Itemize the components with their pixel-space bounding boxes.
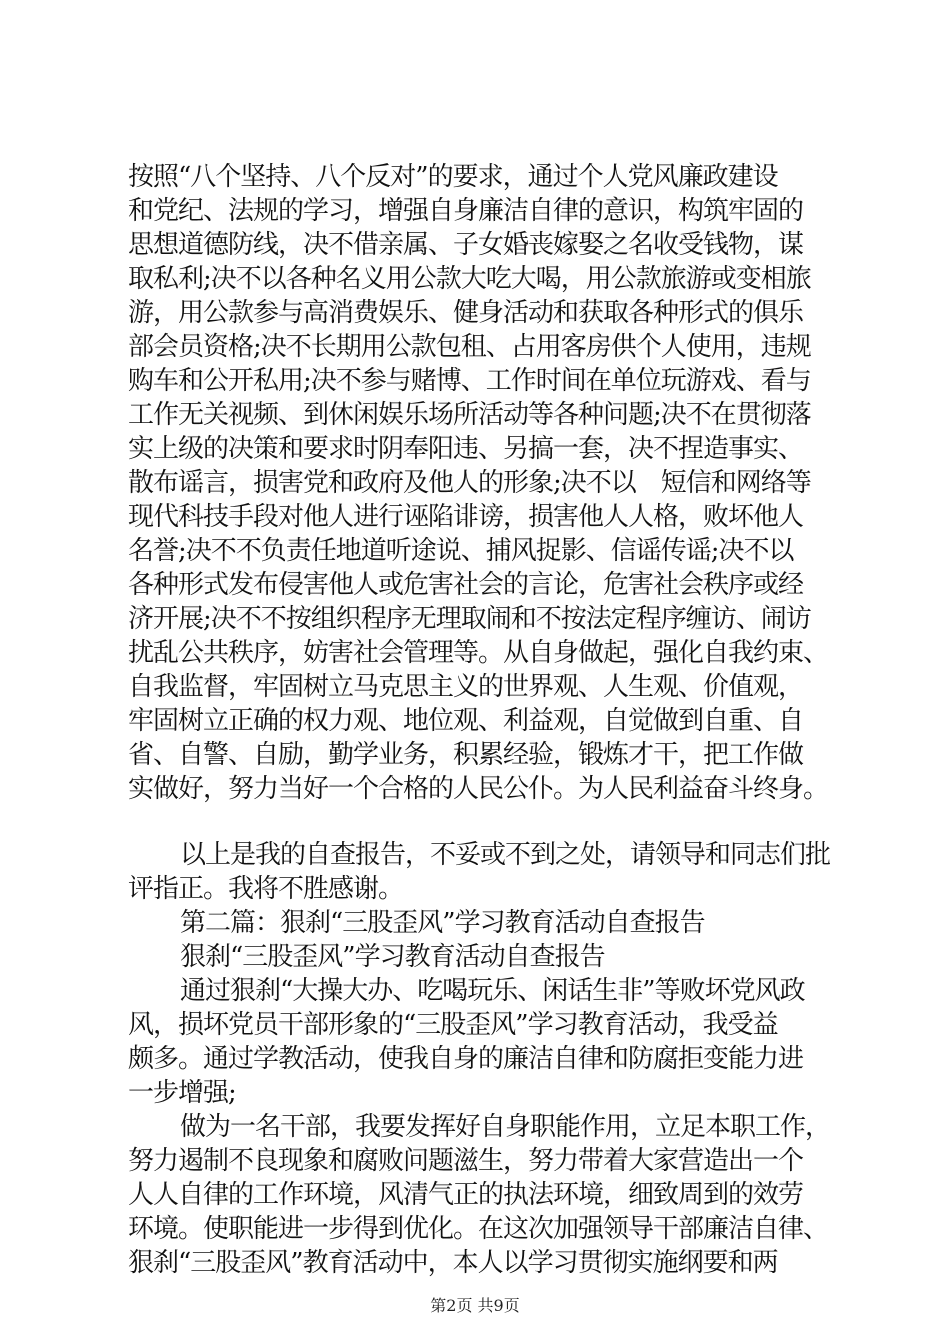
text-line: 济开展;决不不按组织程序无理取闹和不按法定程序缠访、闹访 bbox=[128, 604, 811, 634]
text-line: 实做好，努力当好一个合格的人民公仆。为人民利益奋斗终身。 bbox=[128, 774, 829, 804]
text-line: 环境。使职能进一步得到优化。在这次加强领导干部廉洁自律、 bbox=[128, 1214, 829, 1244]
paragraph-gap bbox=[128, 806, 828, 838]
document-body bbox=[128, 160, 831, 1280]
text-line: 实上级的决策和要求时阴奉阳违、另搞一套，决不捏造事实、 bbox=[128, 434, 804, 464]
text-line: 省、自警、自励，勤学业务，积累经验，锻炼才干，把工作做 bbox=[128, 740, 804, 770]
text-line: 游，用公款参与高消费娱乐、健身活动和获取各种形式的俱乐 bbox=[128, 298, 804, 328]
text-line: 努力遏制不良现象和腐败问题滋生，努力带着大家营造出一个 bbox=[128, 1146, 804, 1176]
section-heading: 第二篇：狠刹“三股歪风”学习教育活动自查报告 bbox=[180, 908, 705, 938]
section-subheading: 狠刹“三股歪风”学习教育活动自查报告 bbox=[180, 942, 605, 972]
text-line: 取私利;决不以各种名义用公款大吃大喝，用公款旅游或变相旅 bbox=[128, 264, 811, 294]
text-line: 评指正。我将不胜感谢。 bbox=[128, 874, 404, 904]
text-line: 通过狠刹“大操大办、吃喝玩乐、闲话生非”等败坏党风政 bbox=[180, 976, 805, 1006]
text-line: 部会员资格;决不长期用公款包租、占用客房供个人使用，违规 bbox=[128, 332, 811, 362]
text-line: 购车和公开私用;决不参与赌博、工作时间在单位玩游戏、看与 bbox=[128, 366, 811, 396]
text-line: 狠刹“三股歪风”教育活动中，本人以学习贯彻实施纲要和两 bbox=[128, 1248, 778, 1278]
text-line: 按照“八个坚持、八个反对”的要求，通过个人党风廉政建设 bbox=[128, 162, 778, 192]
text-line: 人人自律的工作环境，风清气正的执法环境，细致周到的效劳 bbox=[128, 1180, 804, 1210]
text-line: 牢固树立正确的权力观、地位观、利益观，自觉做到自重、自 bbox=[128, 706, 804, 736]
text-line: 自我监督，牢固树立马克思主义的世界观、人生观、价值观， bbox=[128, 672, 804, 702]
text-line: 思想道德防线，决不借亲属、子女婚丧嫁娶之名收受钱物，谋 bbox=[128, 230, 804, 260]
page-number-footer: 第2页 共9页 bbox=[430, 1296, 520, 1315]
text-line: 散布谣言，损害党和政府及他人的形象;决不以 短信和网络等 bbox=[128, 468, 811, 498]
text-line: 名誉;决不不负责任地道听途说、捕风捉影、信谣传谣;决不以 bbox=[128, 536, 794, 566]
text-line: 和党纪、法规的学习，增强自身廉洁自律的意识，构筑牢固的 bbox=[128, 196, 804, 226]
text-line: 颇多。通过学教活动，使我自身的廉洁自律和防腐拒变能力进 bbox=[128, 1044, 804, 1074]
text-line: 现代科技手段对他人进行诬陷诽谤，损害他人人格，败坏他人 bbox=[128, 502, 804, 532]
text-line: 扰乱公共秩序，妨害社会管理等。从自身做起，强化自我约束、 bbox=[128, 638, 829, 668]
text-line: 以上是我的自查报告，不妥或不到之处，请领导和同志们批 bbox=[180, 840, 831, 870]
text-line: 风，损坏党员干部形象的“三股歪风”学习教育活动，我受益 bbox=[128, 1010, 778, 1040]
text-line: 工作无关视频、到休闲娱乐场所活动等各种问题;决不在贯彻落 bbox=[128, 400, 811, 430]
text-line: 做为一名干部，我要发挥好自身职能作用，立足本职工作， bbox=[180, 1112, 831, 1142]
text-line: 一步增强; bbox=[128, 1078, 236, 1108]
text-line: 各种形式发布侵害他人或危害社会的言论，危害社会秩序或经 bbox=[128, 570, 804, 600]
